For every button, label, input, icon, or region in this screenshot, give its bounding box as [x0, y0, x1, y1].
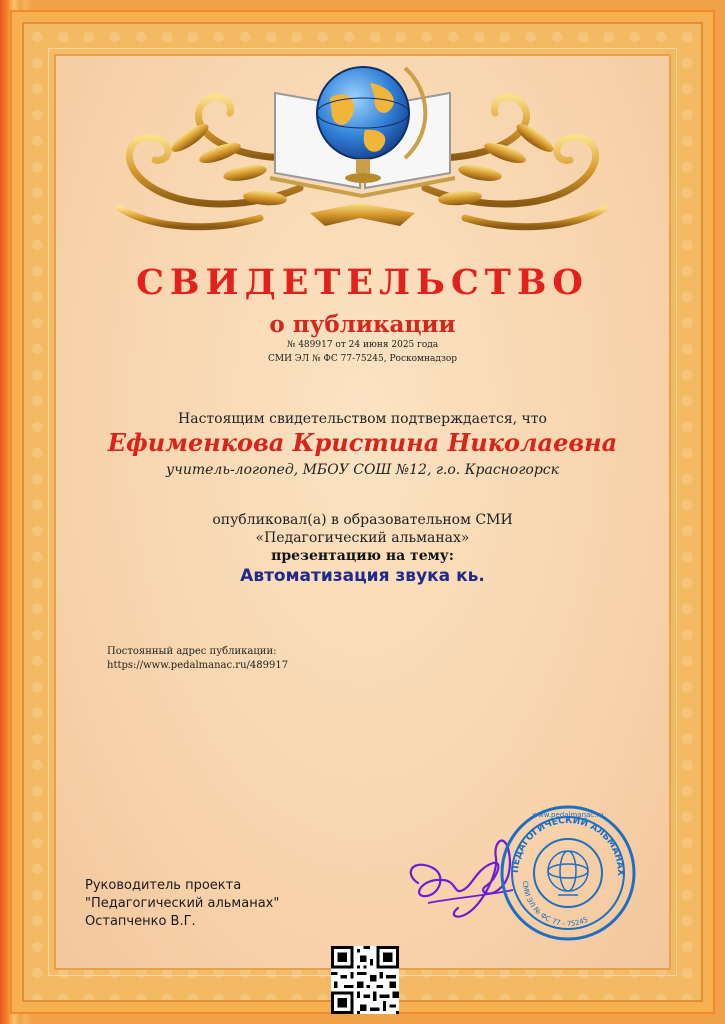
stamp-ring-text [511, 816, 625, 876]
person-name: Ефименкова Кристина Николаевна [107, 428, 618, 457]
globe-book-emblem [60, 38, 665, 238]
signer-name: Остапченко В.Г. [85, 914, 196, 929]
stamp-ring-textpath: ПЕДАГОГИЧЕСКИЙ АЛЬМАНАХ [510, 815, 626, 877]
publication-topic: Автоматизация звука кь. [240, 566, 485, 586]
published-line: опубликовал(а) в образовательном СМИ [212, 512, 513, 528]
topic-label: презентацию на тему: [271, 548, 454, 564]
qr-code [331, 946, 399, 1014]
stamp-url: www.pedalmanac.ru [532, 811, 604, 819]
certificate-subtitle: о публикации [269, 311, 456, 338]
person-position: учитель-логопед, МБОУ СОШ №12, г.о. Красногорск [166, 462, 559, 478]
ribbon-ornament [310, 203, 415, 226]
stamp-globe-icon [548, 851, 588, 895]
stamp-bottom-text: СМИ ЭЛ № ФС 77 - 75245 [520, 880, 590, 929]
confirm-text: Настоящим свидетельством подтверждается, что [178, 411, 547, 427]
registry-info: СМИ ЭЛ № ФС 77-75245, Роскомнадзор [267, 354, 458, 364]
certificate-number: № 489917 от 24 июня 2025 года [286, 340, 439, 350]
address-url[interactable]: https://www.pedalmanac.ru/489917 [107, 660, 289, 671]
certificate-title: СВИДЕТЕЛЬСТВО [136, 262, 589, 303]
signer-project: "Педагогический альманах" [85, 896, 280, 911]
media-name: «Педагогический альманах» [255, 530, 470, 546]
address-label: Постоянный адрес публикации: [107, 646, 277, 657]
signer-role: Руководитель проекта [85, 878, 242, 893]
seal-stamp [498, 803, 638, 943]
